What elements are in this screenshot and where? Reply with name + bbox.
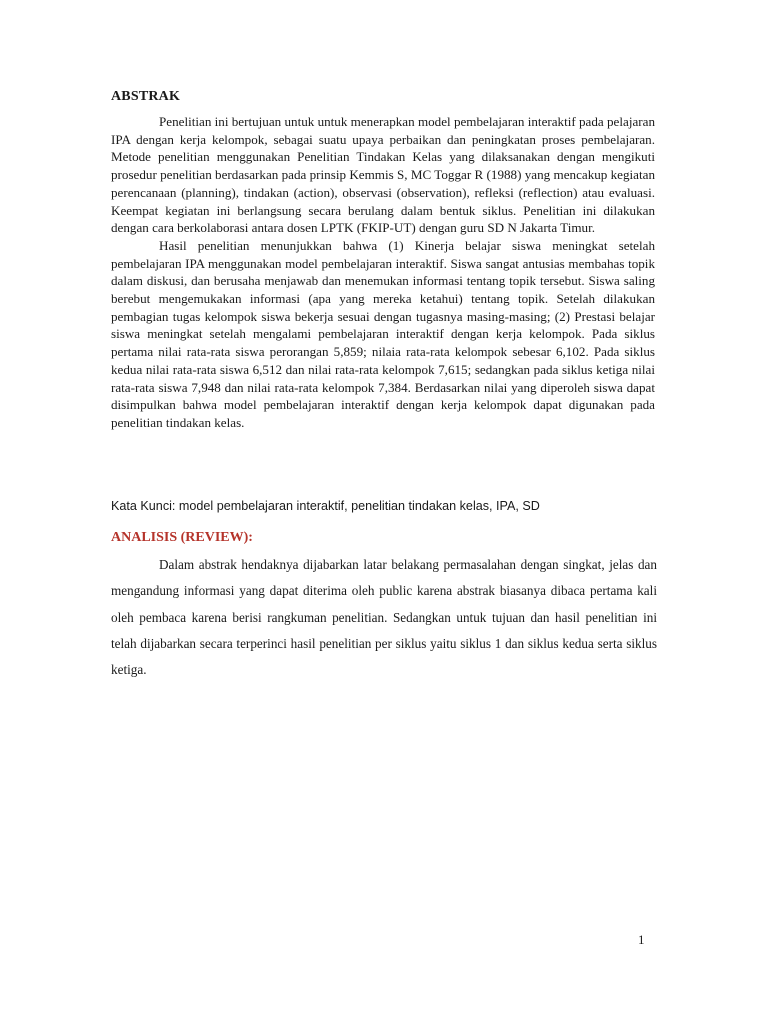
review-paragraph: Dalam abstrak hendaknya dijabarkan latar belakang permasalahan dengan singkat, jelas dan mengandung informasi yang dapat diterima oleh public karena abstrak biasanya dibaca pertama kali oleh pembaca karena berisi rangkuman penelitian. Sedangkan untuk tujuan dan hasil penelitian ini telah dijabarkan secara terperinci hasil penelitian per siklus yaitu siklus 1 dan siklus kedua serta siklus ketiga. (111, 557, 657, 678)
abstract-paragraph-2: Hasil penelitian menunjukkan bahwa (1) Kinerja belajar siswa meningkat setelah pembelajaran IPA menggunakan model pembelajaran interaktif. Siswa sangat antusias membahas topik dalam diskusi, dan berusaha menjawab dan menemukan informasi tentang topik tersebut. Siswa saling berebut mengemukakan informasi (apa yang mereka ketahui) tentang topik. Setelah dilakukan pembagian tugas kelompok siswa bekerja sesuai dengan tugasnya masing-masing; (2) Prestasi belajar siswa meningkat setelah mengalami pembelajaran interaktif dengan kerja kelompok. Pada siklus pertama nilai rata-rata siswa perorangan 5,859; nilaia rata-rata kelompok sebesar 6,102. Pada siklus kedua nilai rata-rata siswa 6,512 dan nilai rata-rata kelompok 7,615; sedangkan pada siklus ketiga nilai rata-rata siswa 7,948 dan nilai rata-rata kelompok 7,384. Berdasarkan nilai yang diperoleh siswa dapat disimpulkan bahwa model pembelajaran interaktif dengan kerja kelompok dapat digunakan pada penelitian tindakan kelas. (111, 237, 655, 430)
review-heading: ANALISIS (REVIEW): (111, 530, 253, 545)
keywords: Kata Kunci: model pembelajaran interaktif, penelitian tindakan kelas, IPA, SD (111, 499, 540, 513)
review-body (111, 552, 657, 683)
abstract-heading: ABSTRAK (111, 89, 181, 104)
abstract-paragraph-1: Penelitian ini bertujuan untuk untuk menerapkan model pembelajaran interaktif pada pelajaran IPA dengan kerja kelompok, sebagai suatu upaya perbaikan dan peningkatan proses pembelajaran. Metode penelitian menggunakan Penelitian Tindakan Kelas yang dilaksanakan dengan mengikuti prosedur penelitian berdasarkan pada prinsip Kemmis S, MC Toggar R (1988) yang mencakup kegiatan perencanaan (planning), tindakan (action), observasi (observation), refleksi (reflection) atau evaluasi. Keempat kegiatan ini berlangsung secara berulang dalam bentuk siklus. Penelitian ini dilakukan dengan cara berkolaborasi antara dosen LPTK (FKIP-UT) dengan guru SD N Jakarta Timur. (111, 114, 655, 236)
page-number: 1 (638, 932, 645, 947)
abstract-body (111, 113, 655, 432)
